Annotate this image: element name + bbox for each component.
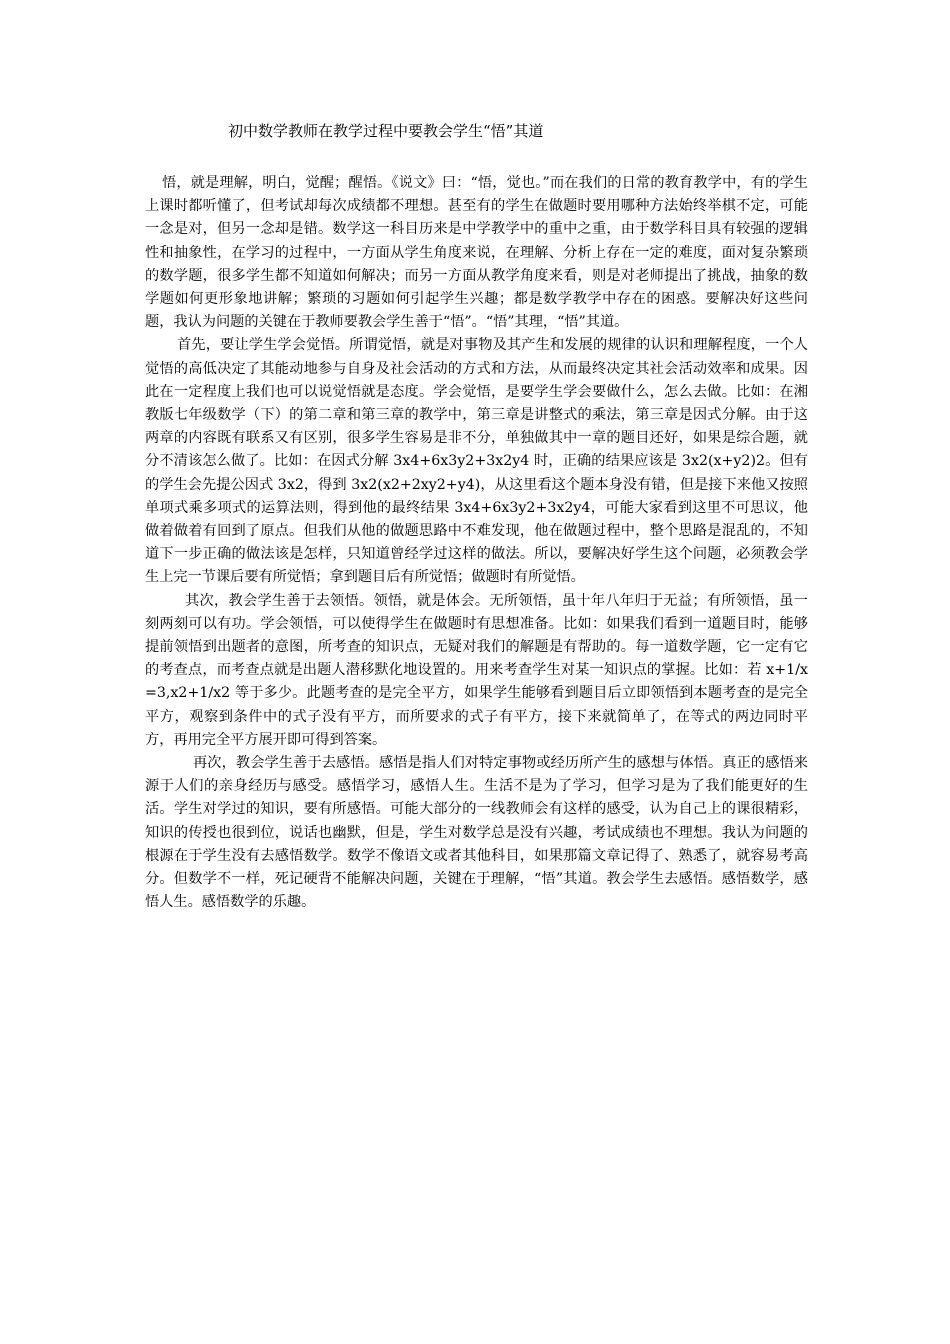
document-title: 初中数学教师在教学过程中要教会学生“悟”其道 (228, 122, 544, 140)
paragraph-comprehension: 其次，教会学生善于去领悟。领悟，就是体会。无所领悟，虽十年八年归于无益；有所领悟，虽一刻两刻可以有功。学会领悟，可以使得学生在做题时有思想准备。比如：如果我们看到一道题目时，能够提前领悟到出题者的意图，所考查的知识点，无疑对我们的解题是有帮助的。每一道数学题，它一定有它的考查点，而考查点就是出题人潜移默化地设置的。用来考查学生对某一知识点的掌握。比如：若 x+1/x=3,x2+1/x2 等于多少。此题考查的是完全平方，如果学生能够看到题目后立即领悟到本题考查的是完全平方，观察到条件中的式子没有平方，而所要求的式子有平方，接下来就简单了，在等式的两边同时平方，再用完全平方展开即可得到答案。 (145, 592, 808, 748)
paragraph-awareness: 首先，要让学生学会觉悟。所谓觉悟，就是对事物及其产生和发展的规律的认识和理解程度，一个人觉悟的高低决定了其能动地参与自身及社会活动的方式和方法，从而最终决定其社会活动效率和成果。因此在一定程度上我们也可以说觉悟就是态度。学会觉悟，是要学生学会要做什么，怎么去做。比如：在湘教版七年级数学（下）的第二章和第三章的教学中，第三章是讲整式的乘法，第三章是因式分解。由于这两章的内容既有联系又有区别，很多学生容易是非不分，单独做其中一章的题目还好，如果是综合题，就分不清该怎么做了。比如：在因式分解 3x4+6x3y2+3x2y4 时，正确的结果应该是 3x2(x+y2)2。但有的学生会先提公因式 3x2，得到 3x2(x2+2xy2+y4)，从这里看这个题本身没有错，但是接下来他又按照单项式乘多项式的运算法则，得到他的最终结果 3x4+6x3y2+3x2y4，可能大家看到这里不可思议，他做着做着有回到了原点。但我们从他的做题思路中不难发现，他在做题过程中，整个思路是混乱的，不知道下一步正确的做法该是怎样，只知道曾经学过这样的做法。所以，要解决好学生这个问题，必须教会学生上完一节课后要有所觉悟；拿到题目后有所觉悟；做题时有所觉悟。 (145, 337, 808, 586)
paragraph-intro: 悟，就是理解，明白，觉醒；醒悟。《说文》曰：“悟，觉也。”而在我们的日常的教育教学中，有的学生上课时都听懂了，但考试却每次成绩都不理想。甚至有的学生在做题时要用哪种方法始终举棋不定，可能一念是对，但另一念却是错。数学这一科目历来是中学教学中的重中之重，由于数学科目具有较强的逻辑性和抽象性，在学习的过程中，一方面从学生角度来说，在理解、分析上存在一定的难度，面对复杂繁琐的数学题，很多学生都不知道如何解决；而另一方面从教学角度来看，则是对老师提出了挑战，抽象的数学题如何更形象地讲解；繁琐的习题如何引起学生兴趣；都是数学教学中存在的困惑。要解决好这些问题，我认为问题的关键在于教师要教会学生善于“悟”。“悟”其理，“悟”其道。 (145, 175, 808, 331)
paragraph-insight: 再次，教会学生善于去感悟。感悟是指人们对特定事物或经历所产生的感想与体悟。真正的感悟来源于人们的亲身经历与感受。感悟学习，感悟人生。生活不是为了学习，但学习是为了我们能更好的生活。学生对学过的知识，要有所感悟。可能大部分的一线教师会有这样的感受，认为自己上的课很精彩，知识的传授也很到位，说话也幽默，但是，学生对数学总是没有兴趣，考试成绩也不理想。我认为问题的根源在于学生没有去感悟数学。数学不像语文或者其他科目，如果那篇文章记得了、熟悉了，就容易考高分。但数学不一样，死记硬背不能解决问题，关键在于理解，“悟”其道。教会学生去感悟。感悟数学，感悟人生。感悟数学的乐趣。 (145, 755, 808, 911)
document-page (145, 120, 808, 915)
